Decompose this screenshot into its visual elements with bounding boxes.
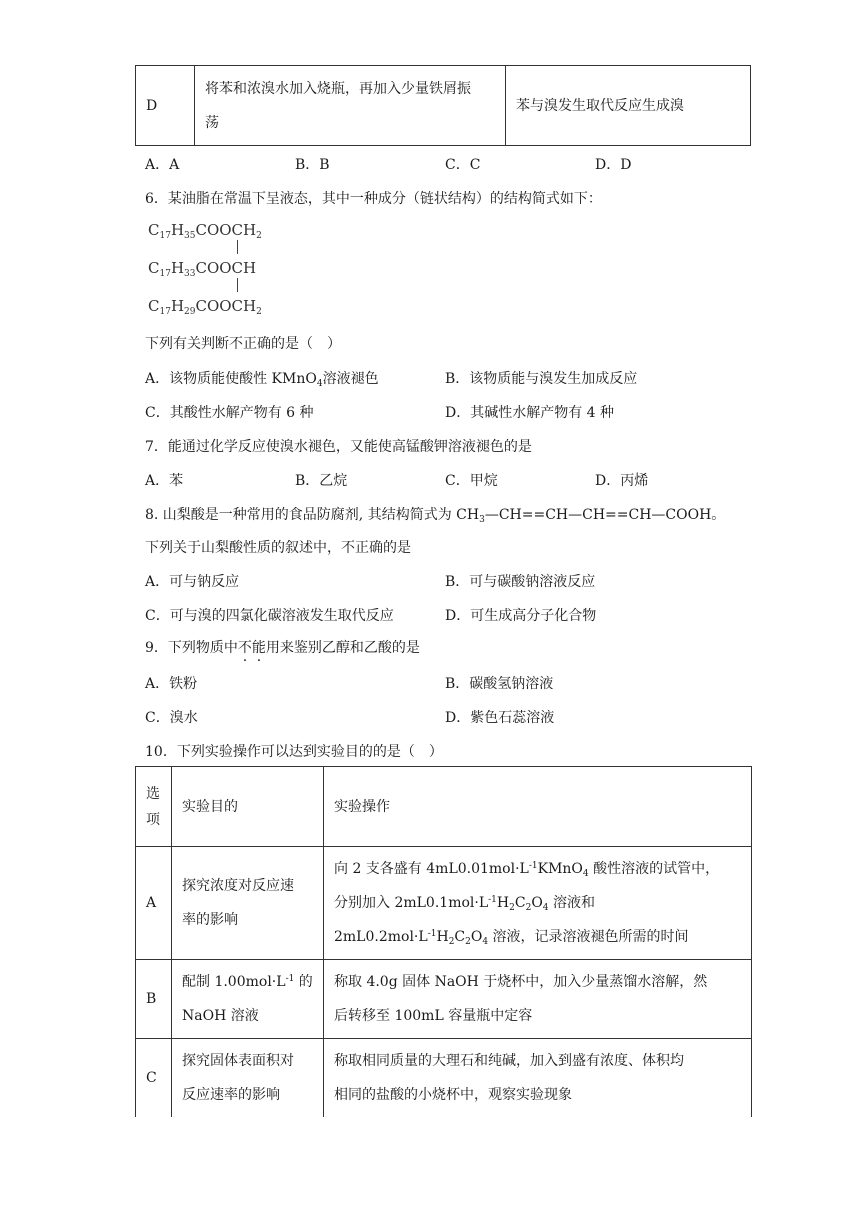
header-purpose-col: 实验目的	[172, 767, 324, 847]
table-header-row	[136, 767, 752, 847]
q8-option-d: D．可生成高分子化合物	[445, 608, 597, 624]
q6-stem: 6．某油脂在常温下呈液态，其中一种成分（链状结构）的结构简式如下：	[145, 191, 602, 207]
row-d-conclusion: 苯与溴发生取代反应生成溴	[506, 66, 751, 146]
q8-question: 下列关于山梨酸性质的叙述中，不正确的是	[145, 540, 411, 556]
row-d-label: D	[136, 66, 195, 146]
row-d-operation-line2: 荡	[205, 114, 219, 131]
q8-option-c: C．可与溴的四氯化碳溶液发生取代反应	[145, 608, 394, 624]
row-a-purpose: 探究浓度对反应速 率的影响	[172, 847, 324, 960]
row-b-label: B	[136, 960, 172, 1039]
formula-bond-2	[237, 278, 238, 292]
emphasis-dot-neng: 能	[251, 640, 266, 656]
row-a-label: A	[136, 847, 172, 960]
q7-option-b: B．乙烷	[295, 473, 348, 489]
q5-option-d: D．D	[595, 157, 632, 173]
q6-option-d: D．其碱性水解产物有 4 种	[445, 405, 615, 421]
q6-option-b: B．该物质能与溴发生加成反应	[445, 371, 638, 387]
row-d-operation-line1: 将苯和浓溴水加入烧瓶，再加入少量铁屑振	[205, 80, 471, 97]
previous-question-table	[135, 65, 751, 146]
header-option-col: 选 项	[136, 767, 172, 847]
q6-question: 下列有关判断不正确的是（ ）	[145, 336, 341, 352]
q6-option-c: C．其酸性水解产物有 6 种	[145, 405, 314, 421]
q7-option-d: D．丙烯	[595, 473, 649, 489]
q5-option-c: C．C	[445, 157, 481, 173]
row-d-operation	[195, 66, 506, 146]
table-row-b	[136, 960, 752, 1039]
q9-option-b: B．碳酸氢钠溶液	[445, 676, 554, 692]
row-c-purpose: 探究固体表面积对 反应速率的影响	[172, 1039, 324, 1117]
row-c-label: C	[136, 1039, 172, 1117]
formula-line-1: $C_{17}H_{35}COOCH_2$	[148, 221, 262, 241]
formula-line-3: $C_{17}H_{29}COOCH_2$	[148, 297, 262, 317]
q9-option-c: C．溴水	[145, 710, 198, 726]
q8-option-a: A．可与钠反应	[145, 574, 240, 590]
q5-option-b: B．B	[295, 157, 330, 173]
emphasis-dot-bu: 不	[237, 640, 252, 656]
formula-bond-1	[237, 240, 238, 254]
row-b-purpose: 配制 $1.00mol\cdot L^{-1}$ 的 NaOH 溶液	[172, 960, 324, 1039]
row-a-operation: 向 2 支各盛有 $4mL0.01mol\cdot L^{-1}KMnO_4$ 酸性溶液的试管中， 分别加入 $2mL0.1mol\cdot L^{-1}H_2C_2O_4$ 溶液和 $2mL0.2mol\cdot L^{-1}H_2C_2O_4$ 溶液，记录溶液褪色所需的时间	[324, 847, 752, 960]
row-c-operation: 称取相同质量的大理石和纯碱，加入到盛有浓度、体积均 相同的盐酸的小烧杯中，观察实验现象	[324, 1039, 752, 1117]
q5-option-a: A．A	[145, 157, 180, 173]
q9-option-a: A．铁粉	[145, 676, 198, 692]
q9-stem: 9．下列物质中不能用来鉴别乙醇和乙酸的是	[145, 640, 420, 656]
q7-option-c: C．甲烷	[445, 473, 498, 489]
row-b-operation: 称取 4.0g 固体 NaOH 于烧杯中，加入少量蒸馏水溶解，然 后转移至 100mL 容量瓶中定容	[324, 960, 752, 1039]
table-row-c	[136, 1039, 752, 1117]
formula-line-2: $C_{17}H_{33}COOCH$	[148, 259, 257, 279]
table-row-a	[136, 847, 752, 960]
q6-option-a: A．该物质能使酸性 KMnO$_4$溶液褪色	[145, 371, 379, 389]
q7-stem: 7．能通过化学反应使溴水褪色，又能使高锰酸钾溶液褪色的是	[145, 439, 532, 455]
q8-stem: 8. 山梨酸是一种常用的食品防腐剂, 其结构简式为 $CH_3—CH==CH—CH==CH—COOH$。	[145, 507, 726, 525]
q7-option-a: A．苯	[145, 473, 184, 489]
header-operation-col: 实验操作	[324, 767, 752, 847]
q9-option-d: D．紫色石蕊溶液	[445, 710, 555, 726]
q10-experiment-table	[135, 766, 752, 1117]
q10-stem: 10．下列实验操作可以达到实验目的的是（ ）	[145, 744, 443, 760]
q8-option-b: B．可与碳酸钠溶液反应	[445, 574, 596, 590]
